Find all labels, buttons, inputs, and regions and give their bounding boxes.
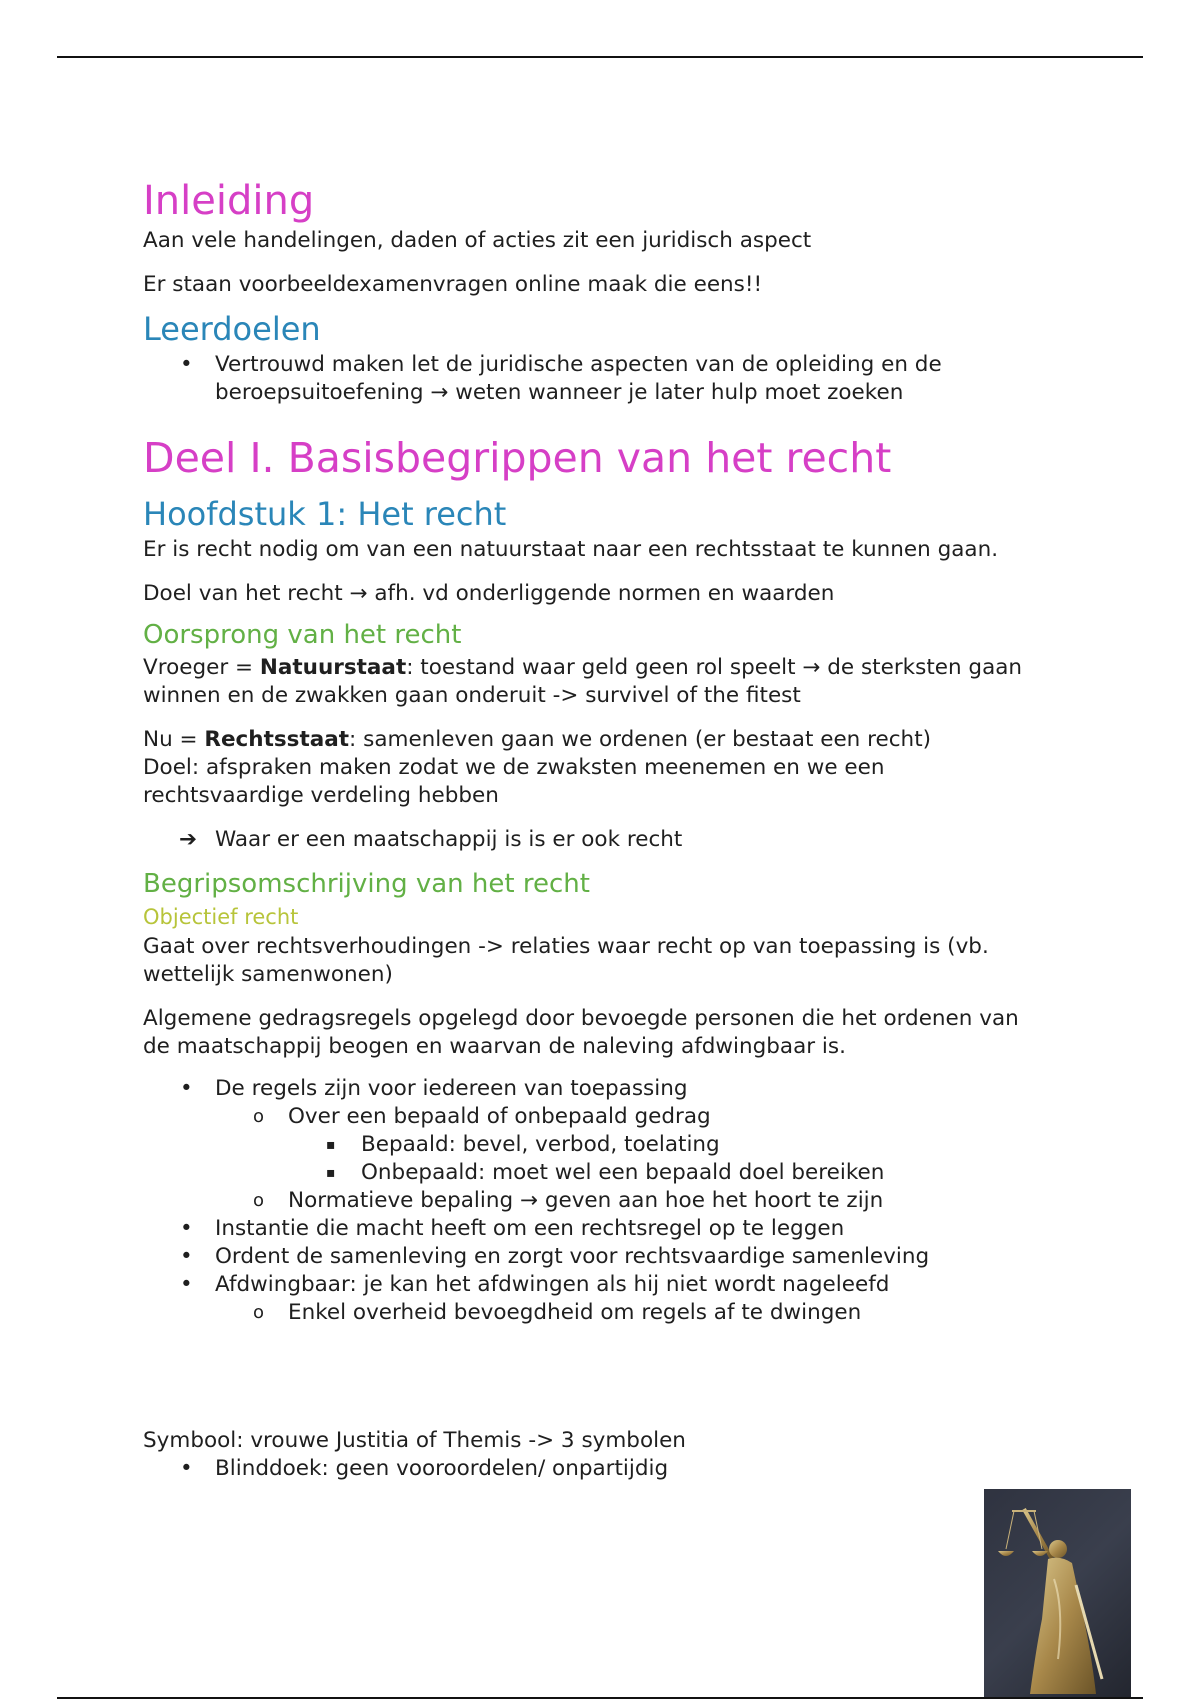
list-item (143, 1271, 1073, 1299)
list-item-text: Vertrouwd maken let de juridische aspecten van de opleiding en de (215, 352, 942, 377)
list-item (143, 1299, 1073, 1327)
vroeger-text: : toestand waar geld geen rol speelt → de sterksten gaan (406, 655, 1023, 680)
heading-hoofdstuk-1: Hoofdstuk 1: Het recht (143, 495, 507, 533)
natuurstaat-term: Natuurstaat (259, 655, 407, 680)
hoofdstuk-paragraph-1: Er is recht nodig om van een natuurstaat naar een rechtsstaat te kunnen gaan. (143, 537, 999, 562)
begrip-text-3: Algemene gedragsregels opgelegd door bevoegde personen die het ordenen van (143, 1006, 1019, 1031)
symbool-list (143, 1455, 1073, 1483)
list-item (143, 1075, 1073, 1103)
list-item-text: beroepsuitoefening → weten wanneer je later hulp moet zoeken (215, 380, 904, 405)
begrip-text-4: de maatschappij beogen en waarvan de naleving afdwingbaar is. (143, 1034, 846, 1059)
arrow-icon: ➔ (179, 827, 198, 852)
bullet-icon: • (180, 1216, 193, 1241)
list-item-text: Normatieve bepaling → geven aan hoe het hoort te zijn (288, 1188, 884, 1213)
arrow-item-text: Waar er een maatschappij is is er ook recht (215, 827, 683, 852)
leerdoelen-list (143, 351, 1073, 407)
circle-bullet-icon: o (253, 1190, 265, 1211)
top-rule (57, 56, 1143, 58)
circle-bullet-icon: o (253, 1302, 265, 1323)
nu-paragraph (143, 726, 1073, 810)
justitia-statue-image (984, 1489, 1131, 1697)
square-bullet-icon: ▪ (326, 1165, 336, 1181)
list-item (143, 1103, 1073, 1131)
heading-objectief-recht: Objectief recht (143, 905, 299, 929)
bullet-icon: • (180, 1244, 193, 1269)
begrip-list (143, 1075, 1073, 1327)
nu-prefix: Nu = (143, 727, 205, 752)
list-item (143, 1243, 1073, 1271)
list-item-text: Instantie die macht heeft om een rechtsregel op te leggen (215, 1216, 845, 1241)
bottom-rule (57, 1697, 1143, 1699)
heading-leerdoelen: Leerdoelen (143, 310, 321, 348)
list-item-text: Over een bepaald of onbepaald gedrag (288, 1104, 711, 1129)
doel-text-2: rechtsvaardige verdeling hebben (143, 783, 499, 808)
vroeger-prefix: Vroeger = (143, 655, 260, 680)
hoofdstuk-paragraph-2: Doel van het recht → afh. vd onderliggende normen en waarden (143, 581, 835, 606)
bullet-icon: • (180, 1076, 193, 1101)
list-item-text: Blinddoek: geen vooroordelen/ onpartijdig (215, 1456, 669, 1481)
list-item (143, 1187, 1073, 1215)
circle-bullet-icon: o (253, 1106, 265, 1127)
begrip-text: Gaat over rechtsverhoudingen -> relaties waar recht op van toepassing is (vb. (143, 934, 989, 959)
heading-begripsomschrijving: Begripsomschrijving van het recht (143, 869, 590, 899)
bullet-icon: • (180, 1272, 193, 1297)
list-item (143, 1215, 1073, 1243)
heading-oorsprong: Oorsprong van het recht (143, 620, 462, 650)
rechtsstaat-term: Rechtsstaat (204, 727, 350, 752)
list-item-text: De regels zijn voor iedereen van toepassing (215, 1076, 688, 1101)
justitia-statue-icon (984, 1489, 1131, 1697)
begrip-paragraph-1 (143, 933, 1073, 989)
bullet-icon: • (180, 1456, 193, 1481)
vroeger-text-2: winnen en de zwakken gaan onderuit -> survivel of the fitest (143, 683, 801, 708)
doel-text: Doel: afspraken maken zodat we de zwaksten meenemen en we een (143, 755, 885, 780)
list-item-text: Onbepaald: moet wel een bepaald doel bereiken (361, 1160, 885, 1185)
vroeger-paragraph (143, 654, 1073, 710)
arrow-item (143, 826, 1073, 854)
list-item-text: Afdwingbaar: je kan het afdwingen als hij niet wordt nageleefd (215, 1272, 890, 1297)
intro-paragraph-2: Er staan voorbeeldexamenvragen online maak die eens!! (143, 272, 763, 297)
intro-paragraph-1: Aan vele handelingen, daden of acties zit een juridisch aspect (143, 228, 812, 253)
square-bullet-icon: ▪ (326, 1137, 336, 1153)
heading-deel-1: Deel I. Basisbegrippen van het recht (143, 434, 892, 482)
bullet-icon: • (180, 352, 193, 377)
nu-text: : samenleven gaan we ordenen (er bestaat een recht) (349, 727, 932, 752)
list-item (143, 351, 1073, 407)
list-item-text: Enkel overheid bevoegdheid om regels af te dwingen (288, 1300, 862, 1325)
list-item (143, 1455, 1073, 1483)
list-item (143, 1131, 1073, 1159)
list-item-text: Bepaald: bevel, verbod, toelating (361, 1132, 720, 1157)
list-item-text: Ordent de samenleving en zorgt voor rechtsvaardige samenleving (215, 1244, 930, 1269)
begrip-paragraph-2 (143, 1005, 1073, 1061)
list-item (143, 1159, 1073, 1187)
document-page (143, 178, 1073, 1483)
begrip-text-2: wettelijk samenwonen) (143, 962, 393, 987)
symbool-line: Symbool: vrouwe Justitia of Themis -> 3 symbolen (143, 1428, 686, 1453)
heading-inleiding: Inleiding (143, 178, 315, 224)
